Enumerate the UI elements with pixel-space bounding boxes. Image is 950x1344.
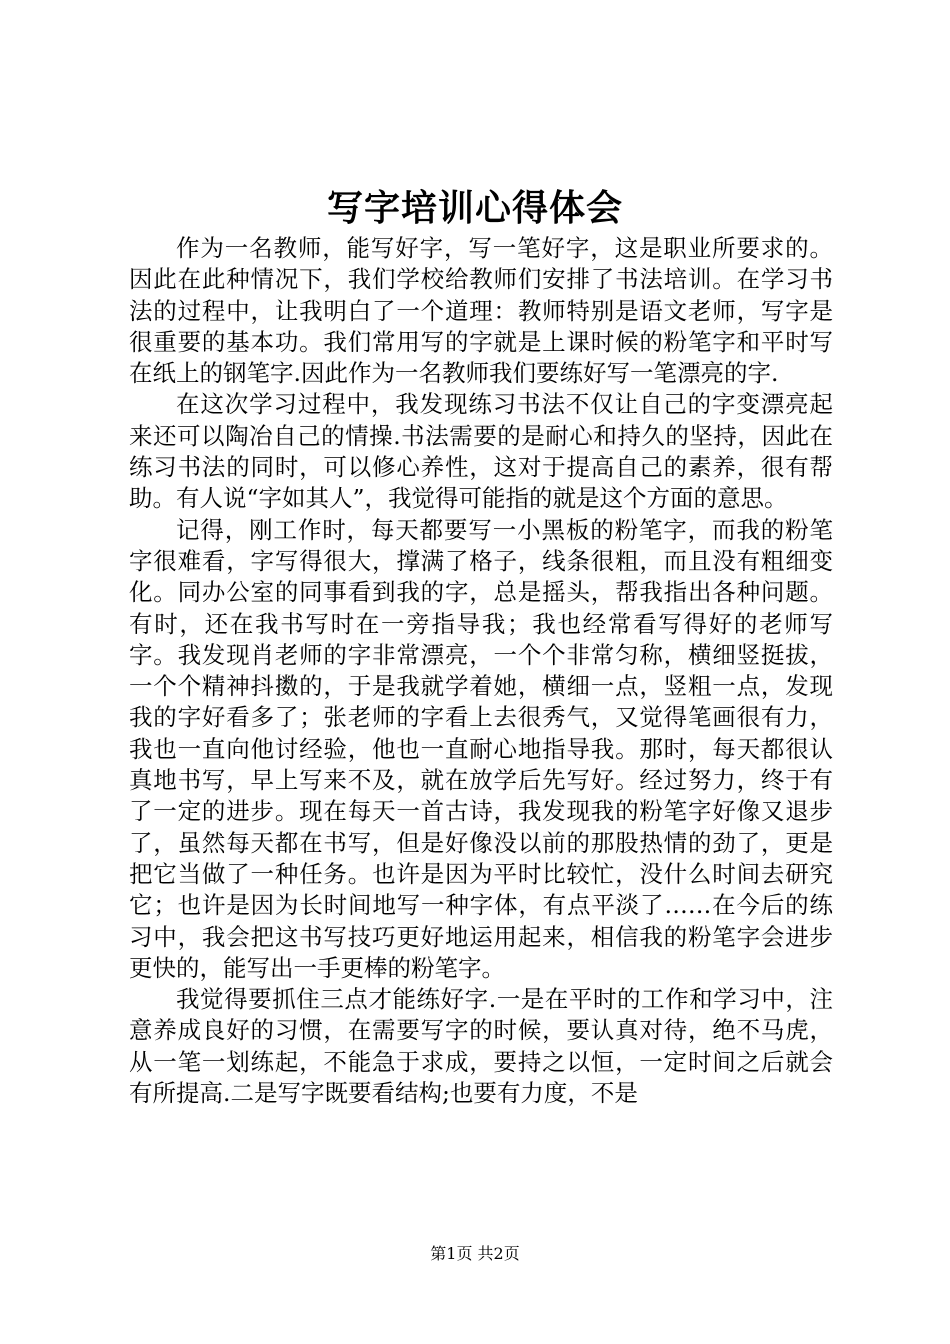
document-title: 写字培训心得体会 (326, 187, 623, 229)
paragraph: 记得，刚工作时，每天都要写一小黑板的粉笔字，而我的粉笔字很难看，字写得很大，撑满了格子，线条很粗，而且没有粗细变化。同办公室的同事看到我的字，总是摇头，帮我指出各种问题。有时，还在我书写时在一旁指导我；我也经常看写得好的老师写字。我发现肖老师的字非常漂亮，一个个非常匀称，横细竖挺拔，一个个精神抖擞的，于是我就学着她，横细一点，竖粗一点，发现我的字好看多了；张老师的字看上去很秀气，又觉得笔画很有力，我也一直向他讨经验，他也一直耐心地指导我。那时，每天都很认真地书写，早上写来不及，就在放学后先写好。经过努力，终于有了一定的进步。现在每天一首古诗，我发现我的粉笔字好像又退步了，虽然每天都在书写，但是好像没以前的那股热情的劲了，更是把它当做了一种任务。也许是因为平时比较忙，没什么时间去研究它；也许是因为长时间地写一种字体，有点平淡了……在今后的练习中，我会把这书写技巧更好地运用起来，相信我的粉笔字会进步更快的，能写出一手更棒的粉笔字。 (129, 515, 833, 982)
paragraph: 作为一名教师，能写好字，写一笔好字，这是职业所要求的。因此在此种情况下，我们学校给教师们安排了书法培训。在学习书法的过程中，让我明白了一个道理：教师特别是语文老师，写字是很重要的基本功。我们常用写的字就是上课时候的粉笔字和平时写在纸上的钢笔字.因此作为一名教师我们要练好写一笔漂亮的字. (129, 234, 833, 388)
page-number-footer: 第1页 共2页 (430, 1244, 520, 1263)
document-body (129, 233, 833, 1109)
paragraph: 我觉得要抓住三点才能练好字.一是在平时的工作和学习中，注意养成良好的习惯，在需要写字的时候，要认真对待，绝不马虎，从一笔一划练起，不能急于求成，要持之以恒，一定时间之后就会有所提高.二是写字既要看结构;也要有力度，不是 (129, 985, 833, 1108)
paragraph: 在这次学习过程中，我发现练习书法不仅让自己的字变漂亮起来还可以陶冶自己的情操.书法需要的是耐心和持久的坚持，因此在练习书法的同时，可以修心养性，这对于提高自己的素养，很有帮助。有人说“字如其人”，我觉得可能指的就是这个方面的意思。 (129, 390, 833, 513)
